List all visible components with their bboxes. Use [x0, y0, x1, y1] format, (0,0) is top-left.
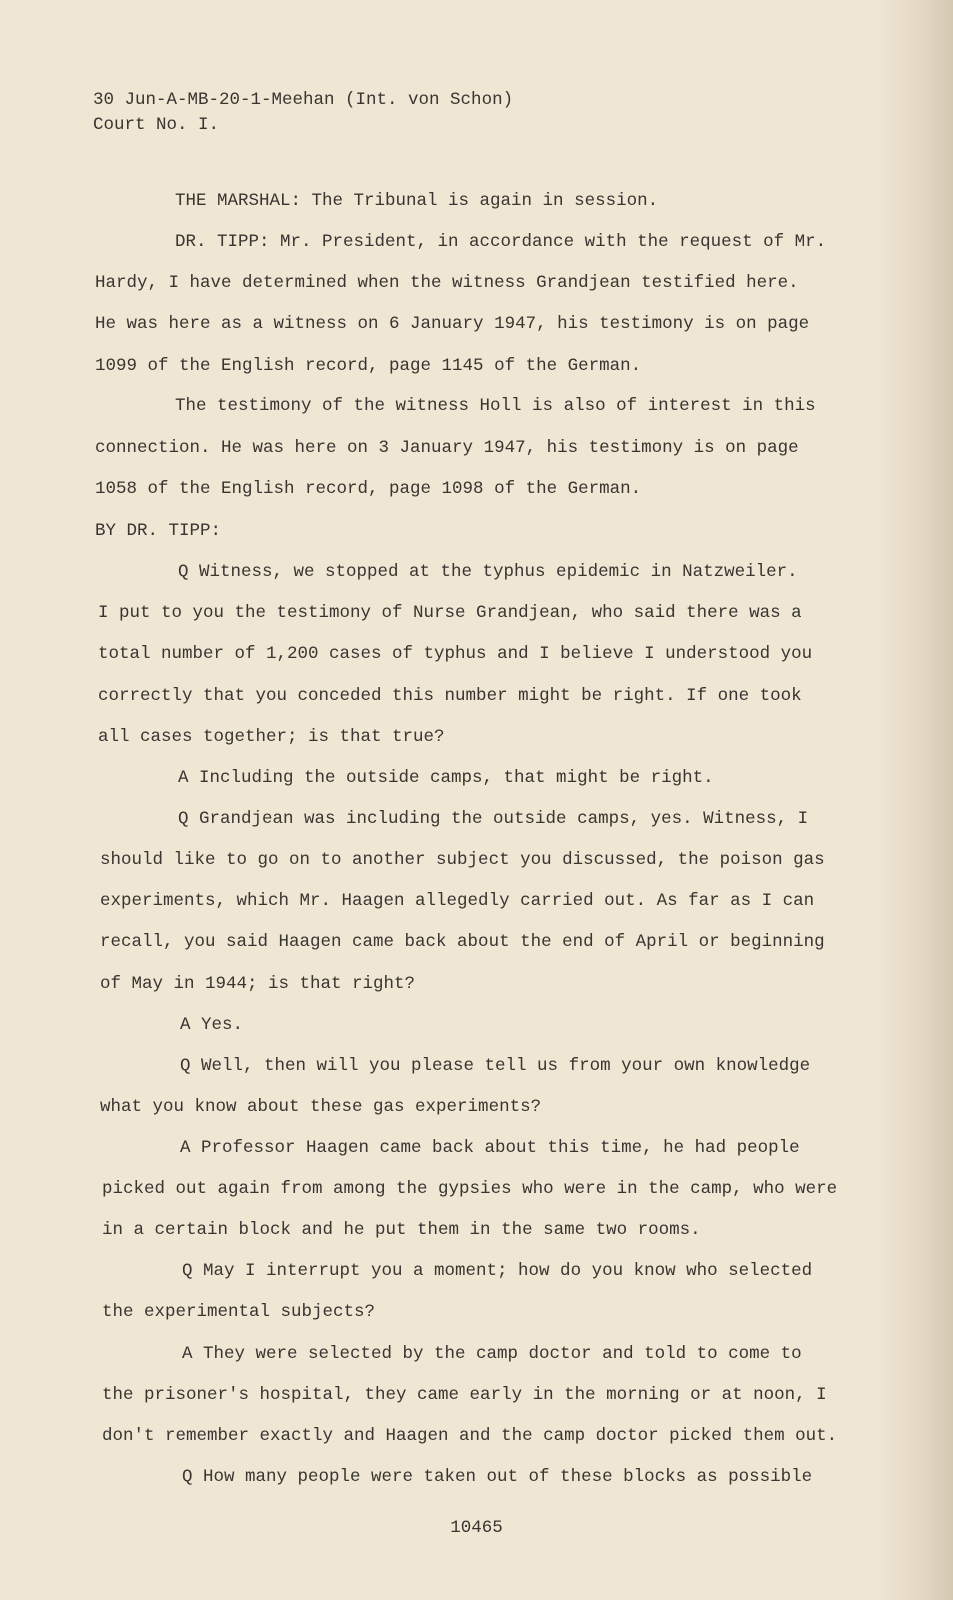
- section-heading: BY DR. TIPP:: [95, 521, 222, 541]
- text-line: Q Grandjean was including the outside camps, yes. Witness, I: [178, 809, 809, 829]
- text-line: don't remember exactly and Haagen and the camp doctor picked them out.: [102, 1426, 838, 1446]
- text-line: correctly that you conceded this number might be right. If one took: [98, 686, 802, 706]
- text-line: A Including the outside camps, that might be right.: [178, 768, 714, 788]
- header-reference: 30 Jun-A-MB-20-1-Meehan (Int. von Schon): [93, 90, 514, 110]
- text-line: DR. TIPP: Mr. President, in accordance with the request of Mr.: [175, 232, 827, 252]
- header-court: Court No. I.: [93, 115, 220, 135]
- text-line: the experimental subjects?: [102, 1302, 376, 1322]
- text-line: all cases together; is that true?: [98, 727, 445, 747]
- text-line: Q How many people were taken out of these blocks as possible: [182, 1467, 813, 1487]
- text-line: the prisoner's hospital, they came early in the morning or at noon, I: [102, 1385, 827, 1405]
- text-line: A They were selected by the camp doctor and told to come to: [182, 1344, 802, 1364]
- text-line: I put to you the testimony of Nurse Grandjean, who said there was a: [98, 603, 802, 623]
- text-line: of May in 1944; is that right?: [100, 974, 416, 994]
- text-line: Q Witness, we stopped at the typhus epidemic in Natzweiler.: [178, 562, 798, 582]
- text-line: A Professor Haagen came back about this time, he had people: [180, 1138, 800, 1158]
- text-line: should like to go on to another subject you discussed, the poison gas: [100, 850, 825, 870]
- text-line: experiments, which Mr. Haagen allegedly carried out. As far as I can: [100, 891, 815, 911]
- text-line: 1058 of the English record, page 1098 of the German.: [95, 479, 642, 499]
- text-line: 1099 of the English record, page 1145 of the German.: [95, 356, 642, 376]
- text-line: Q Well, then will you please tell us from your own knowledge: [180, 1056, 811, 1076]
- text-line: in a certain block and he put them in the same two rooms.: [102, 1220, 701, 1240]
- text-line: total number of 1,200 cases of typhus and I believe I understood you: [98, 644, 813, 664]
- text-line: picked out again from among the gypsies who were in the camp, who were: [102, 1179, 838, 1199]
- text-line: what you know about these gas experiments?: [100, 1097, 542, 1117]
- text-line: He was here as a witness on 6 January 1947, his testimony is on page: [95, 314, 810, 334]
- text-line: recall, you said Haagen came back about the end of April or beginning: [100, 932, 825, 952]
- text-line: connection. He was here on 3 January 1947, his testimony is on page: [95, 438, 799, 458]
- page-number: 10465: [450, 1518, 503, 1538]
- text-line: Q May I interrupt you a moment; how do you know who selected: [182, 1261, 813, 1281]
- text-line: A Yes.: [180, 1015, 244, 1035]
- text-line: Hardy, I have determined when the witness Grandjean testified here.: [95, 273, 799, 293]
- text-line: THE MARSHAL: The Tribunal is again in session.: [175, 191, 659, 211]
- text-line: The testimony of the witness Holl is also of interest in this: [175, 396, 816, 416]
